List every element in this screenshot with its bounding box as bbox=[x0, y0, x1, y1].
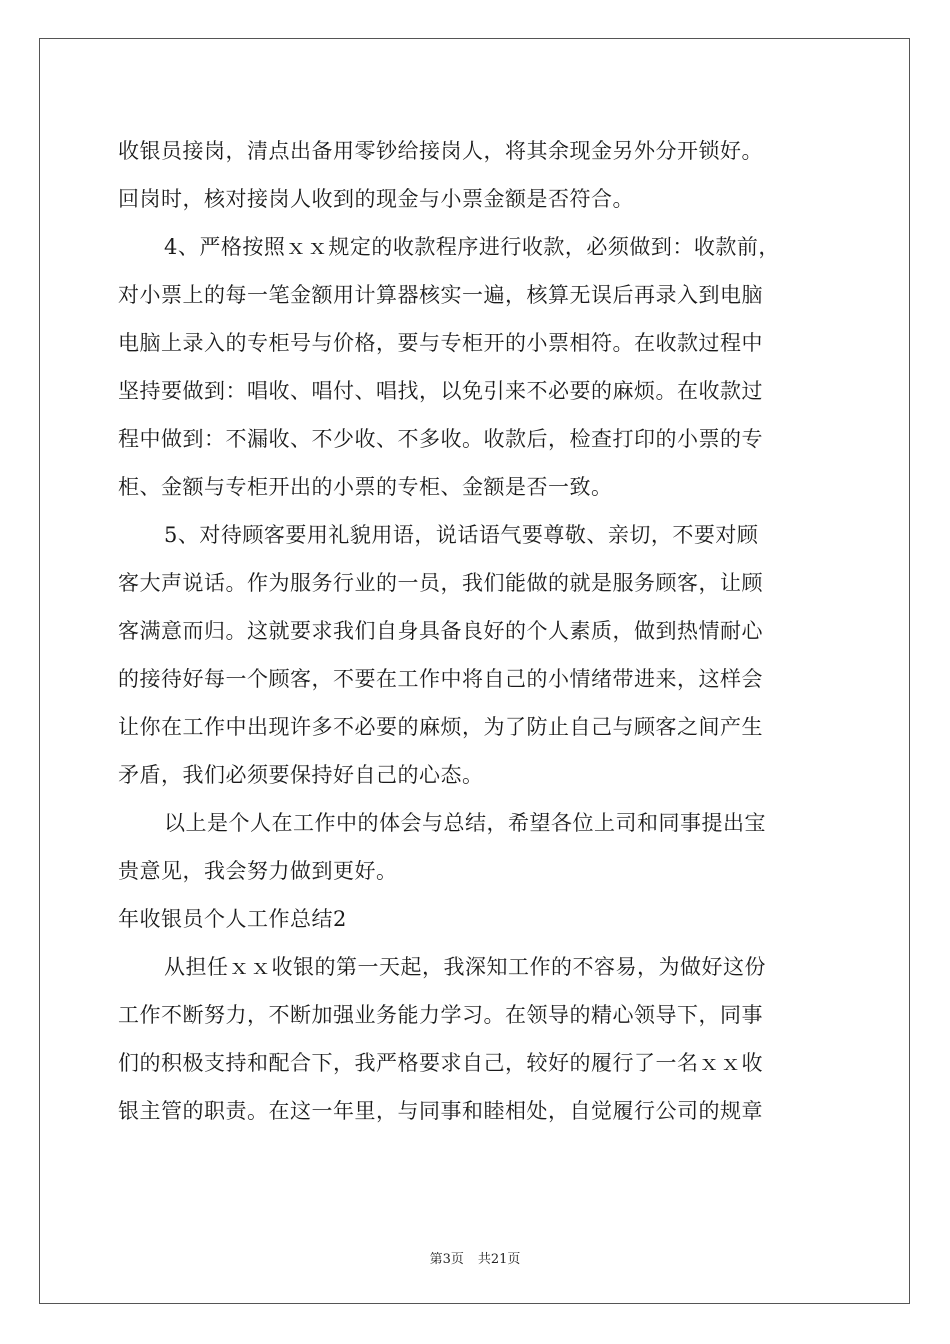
text-line: 矛盾，我们必须要保持好自己的心态。 bbox=[118, 763, 484, 787]
text-line: 客满意而归。这就要求我们自身具备良好的个人素质，做到热情耐心 bbox=[118, 619, 763, 643]
page-number-total: 共21页 bbox=[477, 1252, 521, 1267]
text-line: 电脑上录入的专柜号与价格，要与专柜开的小票相符。在收款过程中 bbox=[118, 331, 763, 355]
text-line: 贵意见，我会努力做到更好。 bbox=[118, 859, 398, 883]
text-line: 收银员接岗，清点出备用零钞给接岗人，将其余现金另外分开锁好。 bbox=[118, 139, 763, 163]
text-line: 银主管的职责。在这一年里，与同事和睦相处，自觉履行公司的规章 bbox=[118, 1099, 763, 1123]
text-line: 工作不断努力，不断加强业务能力学习。在领导的精心领导下，同事 bbox=[118, 1003, 763, 1027]
text-line: 对小票上的每一笔金额用计算器核实一遍，核算无误后再录入到电脑 bbox=[118, 283, 763, 307]
text-line: 程中做到：不漏收、不少收、不多收。收款后，检查打印的小票的专 bbox=[118, 427, 763, 451]
text-line: 的接待好每一个顾客，不要在工作中将自己的小情绪带进来，这样会 bbox=[118, 667, 763, 691]
document-body bbox=[118, 127, 858, 1135]
text-line: 让你在工作中出现许多不必要的麻烦，为了防止自己与顾客之间产生 bbox=[118, 715, 763, 739]
text-line: 坚持要做到：唱收、唱付、唱找，以免引来不必要的麻烦。在收款过 bbox=[118, 379, 763, 403]
text-line: 5、对待顾客要用礼貌用语，说话语气要尊敬、亲切，不要对顾 bbox=[164, 523, 759, 547]
page-number-current: 第3页 bbox=[429, 1252, 464, 1267]
text-line: 4、严格按照ｘｘ规定的收款程序进行收款，必须做到：收款前， bbox=[164, 235, 780, 259]
text-line: 客大声说话。作为服务行业的一员，我们能做的就是服务顾客，让顾 bbox=[118, 571, 763, 595]
text-line: 柜、金额与专柜开出的小票的专柜、金额是否一致。 bbox=[118, 475, 613, 499]
text-line: 从担任ｘｘ收银的第一天起，我深知工作的不容易，为做好这份 bbox=[164, 955, 766, 979]
text-line: 们的积极支持和配合下，我严格要求自己，较好的履行了一名ｘｘ收 bbox=[118, 1051, 763, 1075]
text-line: 以上是个人在工作中的体会与总结，希望各位上司和同事提出宝 bbox=[164, 811, 766, 835]
text-line: 回岗时，核对接岗人收到的现金与小票金额是否符合。 bbox=[118, 187, 634, 211]
page-footer bbox=[0, 1248, 950, 1267]
section-heading: 年收银员个人工作总结2 bbox=[118, 907, 347, 931]
